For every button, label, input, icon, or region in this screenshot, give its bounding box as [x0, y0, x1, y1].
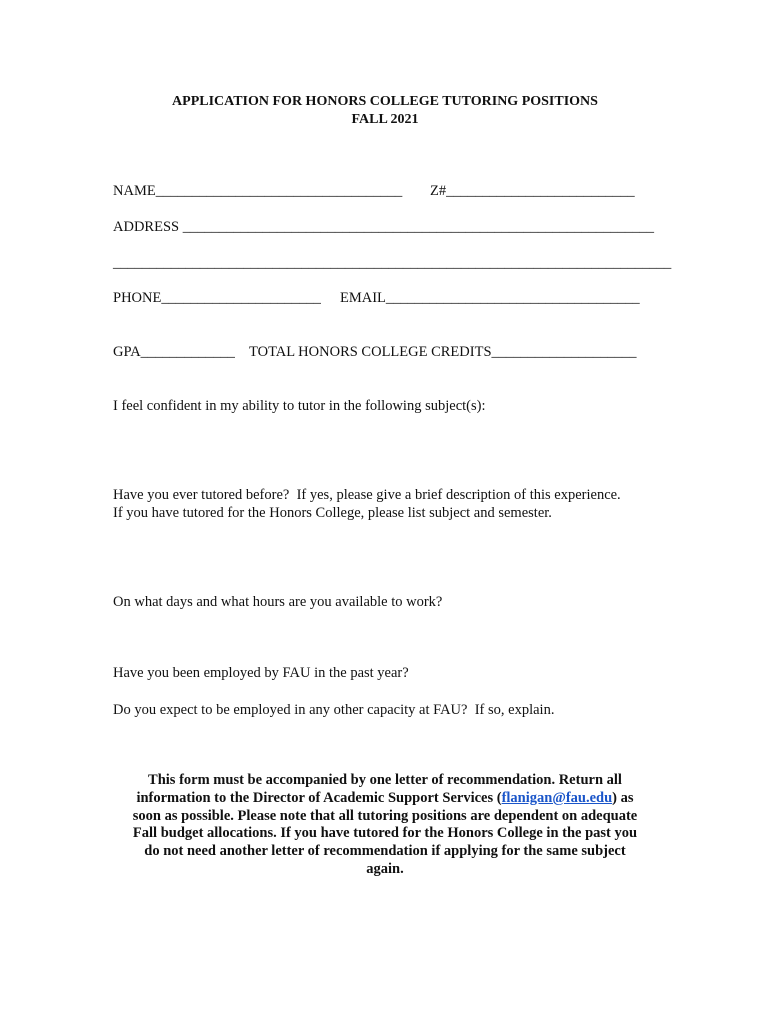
other-capacity-question: Do you expect to be employed in any other capacity at FAU? If so, explain.: [113, 702, 555, 718]
address-field[interactable]: ADDRESS _________________________________________________________________: [113, 219, 654, 235]
closing-line: This form must be accompanied by one letter of recommendation. Return all: [148, 772, 622, 788]
name-field[interactable]: NAME__________________________________: [113, 183, 403, 199]
z-number-field[interactable]: Z#__________________________: [430, 183, 635, 199]
email-field[interactable]: EMAIL___________________________________: [340, 290, 640, 306]
form-term: FALL 2021: [351, 112, 419, 127]
closing-line: again.: [366, 860, 404, 877]
closing-line-with-email: [112, 790, 658, 808]
closing-line: Fall budget allocations. If you have tutored for the Honors College in the past you: [132, 825, 638, 842]
tutored-question: Have you ever tutored before? If yes, please give a brief description of this experience.: [113, 487, 621, 503]
gpa-field[interactable]: GPA_____________: [113, 344, 235, 360]
closing-line: soon as possible. Please note that all tutoring positions are dependent on adequate: [132, 807, 638, 824]
employed-question: Have you been employed by FAU in the past year?: [113, 665, 409, 681]
subjects-question: I feel confident in my ability to tutor in the following subject(s):: [113, 398, 486, 414]
closing-line: do not need another letter of recommendation if applying for the same subject: [144, 843, 626, 860]
closing-note: [112, 772, 658, 879]
form-title: APPLICATION FOR HONORS COLLEGE TUTORING POSITIONS: [172, 94, 598, 109]
closing-line-text: information to the Director of Academic Support Services (: [136, 789, 502, 806]
availability-question: On what days and what hours are you available to work?: [113, 594, 443, 610]
closing-line-text: ) as: [612, 789, 634, 806]
email-link[interactable]: flanigan@fau.edu: [501, 789, 613, 806]
tutored-question-followup: If you have tutored for the Honors College, please list subject and semester.: [113, 505, 552, 521]
phone-field[interactable]: PHONE______________________: [113, 290, 321, 306]
total-credits-field[interactable]: TOTAL HONORS COLLEGE CREDITS____________________: [249, 344, 637, 360]
address-line2-field[interactable]: _____________________________________________________________________________: [113, 255, 672, 271]
